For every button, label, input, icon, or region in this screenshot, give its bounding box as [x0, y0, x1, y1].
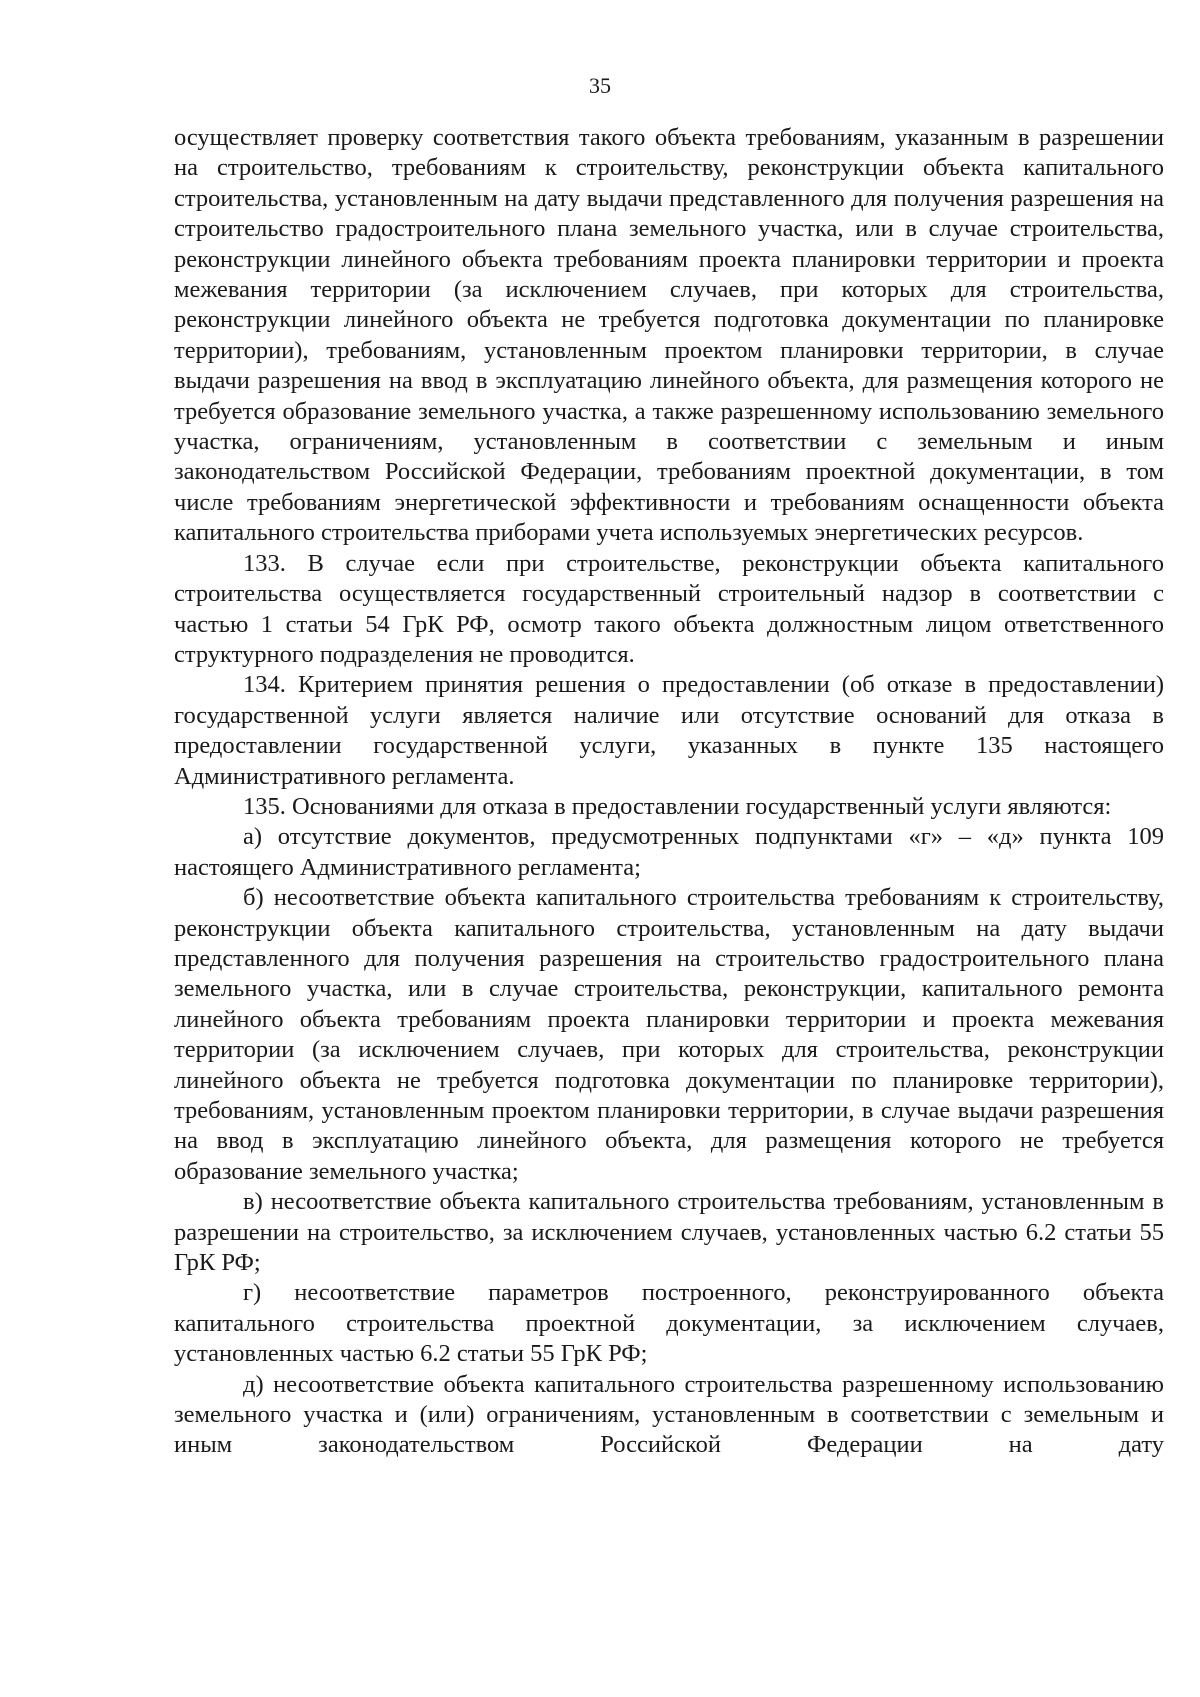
paragraph-continuation: осуществляет проверку соответствия такого объекта требованиям, указанным в разрешении на строительство, требованиям к строительству, реконструкции объекта капитального строительства, установленным на дату выдачи представленного для получения разрешения на строительство градостроительного плана земельного участка, или в случае строительства, реконструкции линейного объекта требованиям проекта планировки территории и проекта межевания территории (за исключением случаев, при которых для строительства, реконструкции линейного объекта не требуется подготовка документации по планировке территории), требованиям, установленным проектом планировки территории, в случае выдачи разрешения на ввод в эксплуатацию линейного объекта, для размещения которого не требуется образование земельного участка, а также разрешенному использованию земельного участка, ограничениям, установленным в соответствии с земельным и иным законодательством Российской Федерации, требованиям проектной документации, в том числе требованиям энергетической эффективности и требованиям оснащенности объекта капитального строительства приборами учета используемых энергетических ресурсов. [174, 124, 1164, 547]
paragraph-135: 135. Основаниями для отказа в предоставлении государственный услуги являются: [243, 792, 1112, 820]
paragraph-134: 134. Критерием принятия решения о предоставлении (об отказе в предоставлении) государственной услуги является наличие или отсутствие оснований для отказа в предоставлении государственной услуги, указанных в пункте 135 настоящего Административного регламента. [174, 671, 1164, 790]
subitem-b: б) несоответствие объекта капитального строительства требованиям к строительству, реконструкции объекта капитального строительства, установленным на дату выдачи представленного для получения разрешения на строительство градостроительного плана земельного участка, или в случае строительства, реконструкции, капитального ремонта линейного объекта требованиям проекта планировки территории и проекта межевания территории (за исключением случаев, при которых для строительства, реконструкции линейного объекта не требуется подготовка документации по планировке территории), требованиям, установленным проектом планировки территории, в случае выдачи разрешения на ввод в эксплуатацию линейного объекта, для размещения которого не требуется образование земельного участка; [174, 884, 1164, 1185]
paragraph-133: 133. В случае если при строительстве, реконструкции объекта капитального строительства осуществляется государственный строительный надзор в соответствии с частью 1 статьи 54 ГрК РФ, осмотр такого объекта должностным лицом ответственного структурного подразделения не проводится. [174, 549, 1164, 668]
subitem-a: а) отсутствие документов, предусмотренных подпунктами «г» – «д» пункта 109 настоящего Административного регламента; [174, 823, 1164, 881]
page-number: 35 [589, 73, 611, 98]
document-body [174, 123, 1164, 1461]
subitem-g: г) несоответствие параметров построенного, реконструированного объекта капитального строительства проектной документации, за исключением случаев, установленных частью 6.2 статьи 55 ГрК РФ; [174, 1279, 1164, 1368]
subitem-d: д) несоответствие объекта капитального строительства разрешенному использованию земельного участка и (или) ограничениям, установленным в соответствии с земельным и иным законодательством Российской Федерации на дату [174, 1370, 1164, 1459]
subitem-v: в) несоответствие объекта капитального строительства требованиям, установленным в разрешении на строительство, за исключением случаев, установленных частью 6.2 статьи 55 ГрК РФ; [174, 1188, 1164, 1277]
